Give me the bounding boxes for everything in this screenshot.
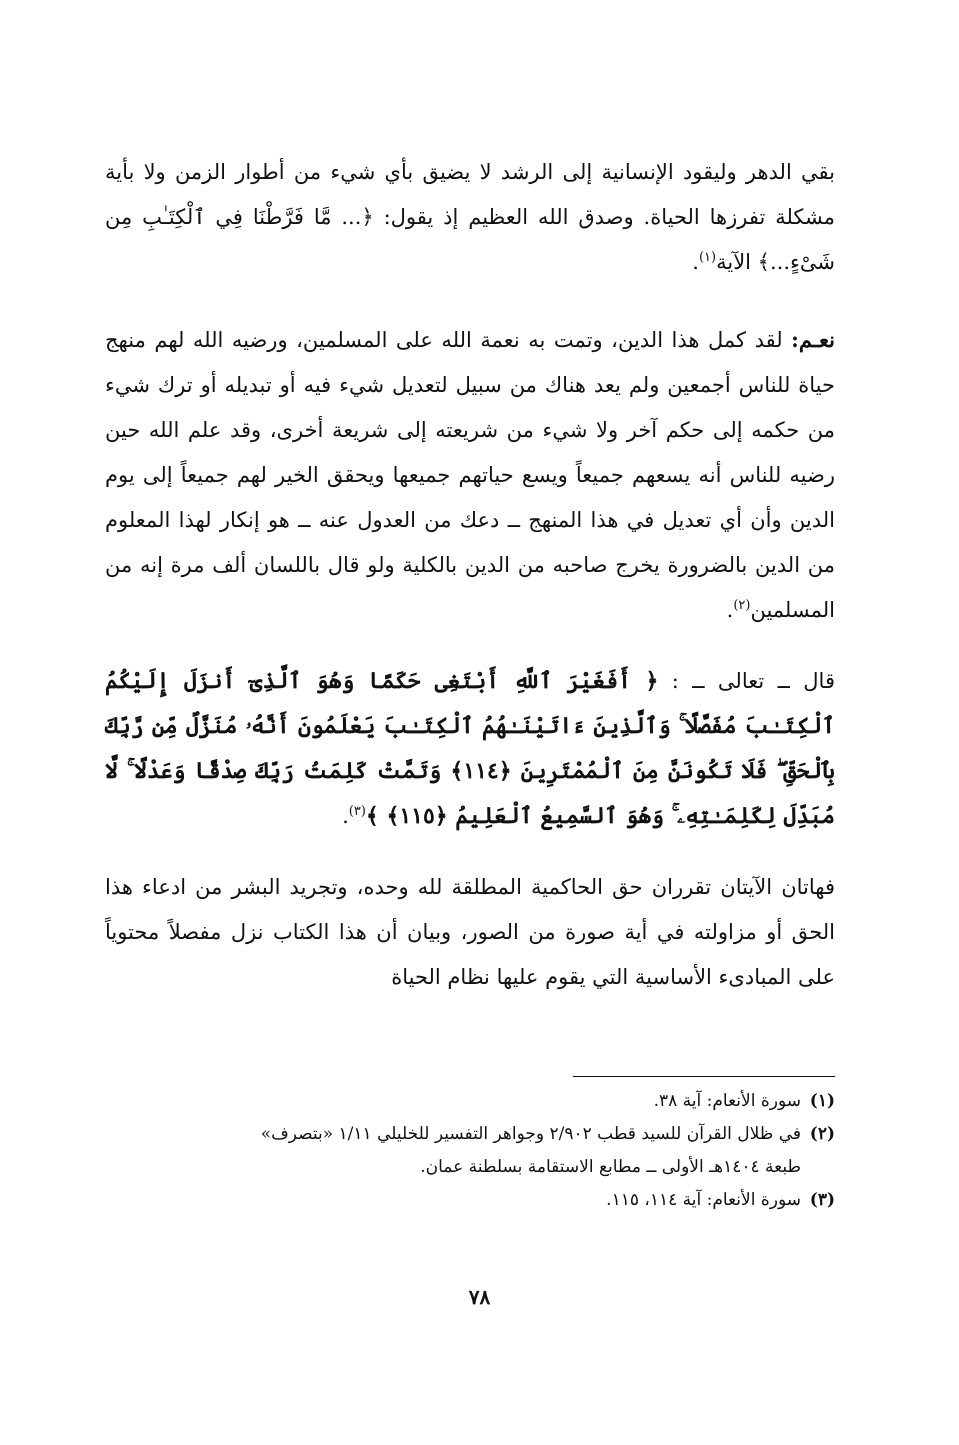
footnote-1 — [105, 1085, 835, 1118]
footnote-3 — [105, 1184, 835, 1217]
paragraph-2-end: . — [726, 598, 734, 622]
footnote-2 — [105, 1118, 835, 1151]
paragraph-1-text: بقي الدهر وليقود الإنسانية إلى الرشد لا يضيق بأي شيء من أطوار الزمن ولا بأية مشكلة تفرزها الحياة. وصدق الله العظيم إذ يقول: ﴿... مَّا فَرَّطْنَا فِي ٱلْكِتَـٰبِ مِن شَىْءٍ...﴾ الآية — [105, 160, 835, 274]
paragraph-2 — [105, 317, 835, 633]
footnote-text: سورة الأنعام: آية ١١٤، ١١٥. — [606, 1190, 801, 1210]
paragraph-1-end: . — [692, 250, 699, 274]
paragraph-3-intro: قال ــ تعالى ــ : — [658, 669, 835, 693]
quran-verse: ﴿ أَفَغَيْرَ ٱللَّهِ أَبْتَغِى حَكَمًا وَهُوَ ٱلَّذِىٓ أَنزَلَ إِلَيْكُمُ ٱلْكِتَـٰبَ مُفَصَّلًا ۚ وَٱلَّذِينَ ءَاتَيْنَـٰهُمُ ٱلْكِتَـٰبَ يَعْلَمُونَ أَنَّهُۥ مُنَزَّلٌ مِّن رَّبِّكَ بِٱلْحَقِّ ۖ فَلَا تَكُونَنَّ مِنَ ٱلْمُمْتَرِينَ ﴿١١٤﴾ وَتَمَّتْ كَلِمَتُ رَبِّكَ صِدْقًا وَعَدْلًا ۚ لَّا مُبَدِّلَ لِكَلِمَـٰتِهِۦ ۚ وَهُوَ ٱلسَّمِيعُ ٱلْعَلِيمُ ﴿١١٥﴾ ﴾ — [105, 668, 835, 829]
footnote-ref-3: (٣) — [348, 804, 366, 819]
footnote-divider — [573, 1076, 835, 1077]
footnote-number: (١) — [809, 1091, 835, 1111]
footnote-text: سورة الأنعام: آية ٣٨. — [653, 1091, 801, 1111]
footnotes — [105, 1076, 835, 1217]
footnote-ref-2: (٢) — [733, 598, 751, 613]
footnote-text: في ظلال القرآن للسيد قطب ٢/٩٠٢ وجواهر التفسير للخليلي ١/١١ «بتصرف» — [260, 1124, 801, 1144]
footnote-ref-1: (١) — [698, 250, 717, 265]
paragraph-2-lead: نعـم: — [791, 327, 835, 352]
footnote-number: (٣) — [809, 1190, 835, 1210]
main-text — [105, 150, 835, 1000]
paragraph-1 — [105, 150, 835, 285]
page-number: ٧٨ — [468, 1285, 491, 1309]
paragraph-3-end: . — [342, 804, 349, 828]
paragraph-2-text: لقد كمل هذا الدين، وتمت به نعمة الله على المسلمين، ورضيه الله لهم منهج حياة للناس أجمعين ولم يعد هناك من سبيل لتعديل شيء فيه أو تبديله أو ترك شيء من حكمه إلى حكم آخر ولا شيء من شريعته إلى شريعة أخرى، وقد علم الله حين رضيه للناس أنه يسعهم جميعاً ويسع حياتهم جميعها ويحقق الخير لهم جميعاً إلى يوم الدين وأن أي تعديل في هذا المنهج ــ دعك من العدول عنه ــ هو إنكار لهذا المعلوم من الدين بالضرورة يخرج صاحبه من الدين بالكلية ولو قال باللسان ألف مرة إنه من المسلمين — [105, 328, 835, 622]
paragraph-4: فهاتان الآيتان تقرران حق الحاكمية المطلقة لله وحده، وتجريد البشر من ادعاء هذا الحق أو مزاولته في أية صورة من الصور، وبيان أن هذا الكتاب نزل مفصلاً محتوياً على المبادىء الأساسية التي يقوم عليها نظام الحياة — [105, 875, 835, 989]
footnote-number: (٢) — [809, 1124, 835, 1144]
footnote-2-continuation: طبعة ١٤٠٤هـ الأولى ــ مطابع الاستقامة بسلطنة عمان. — [420, 1157, 801, 1177]
paragraph-3 — [105, 659, 835, 839]
